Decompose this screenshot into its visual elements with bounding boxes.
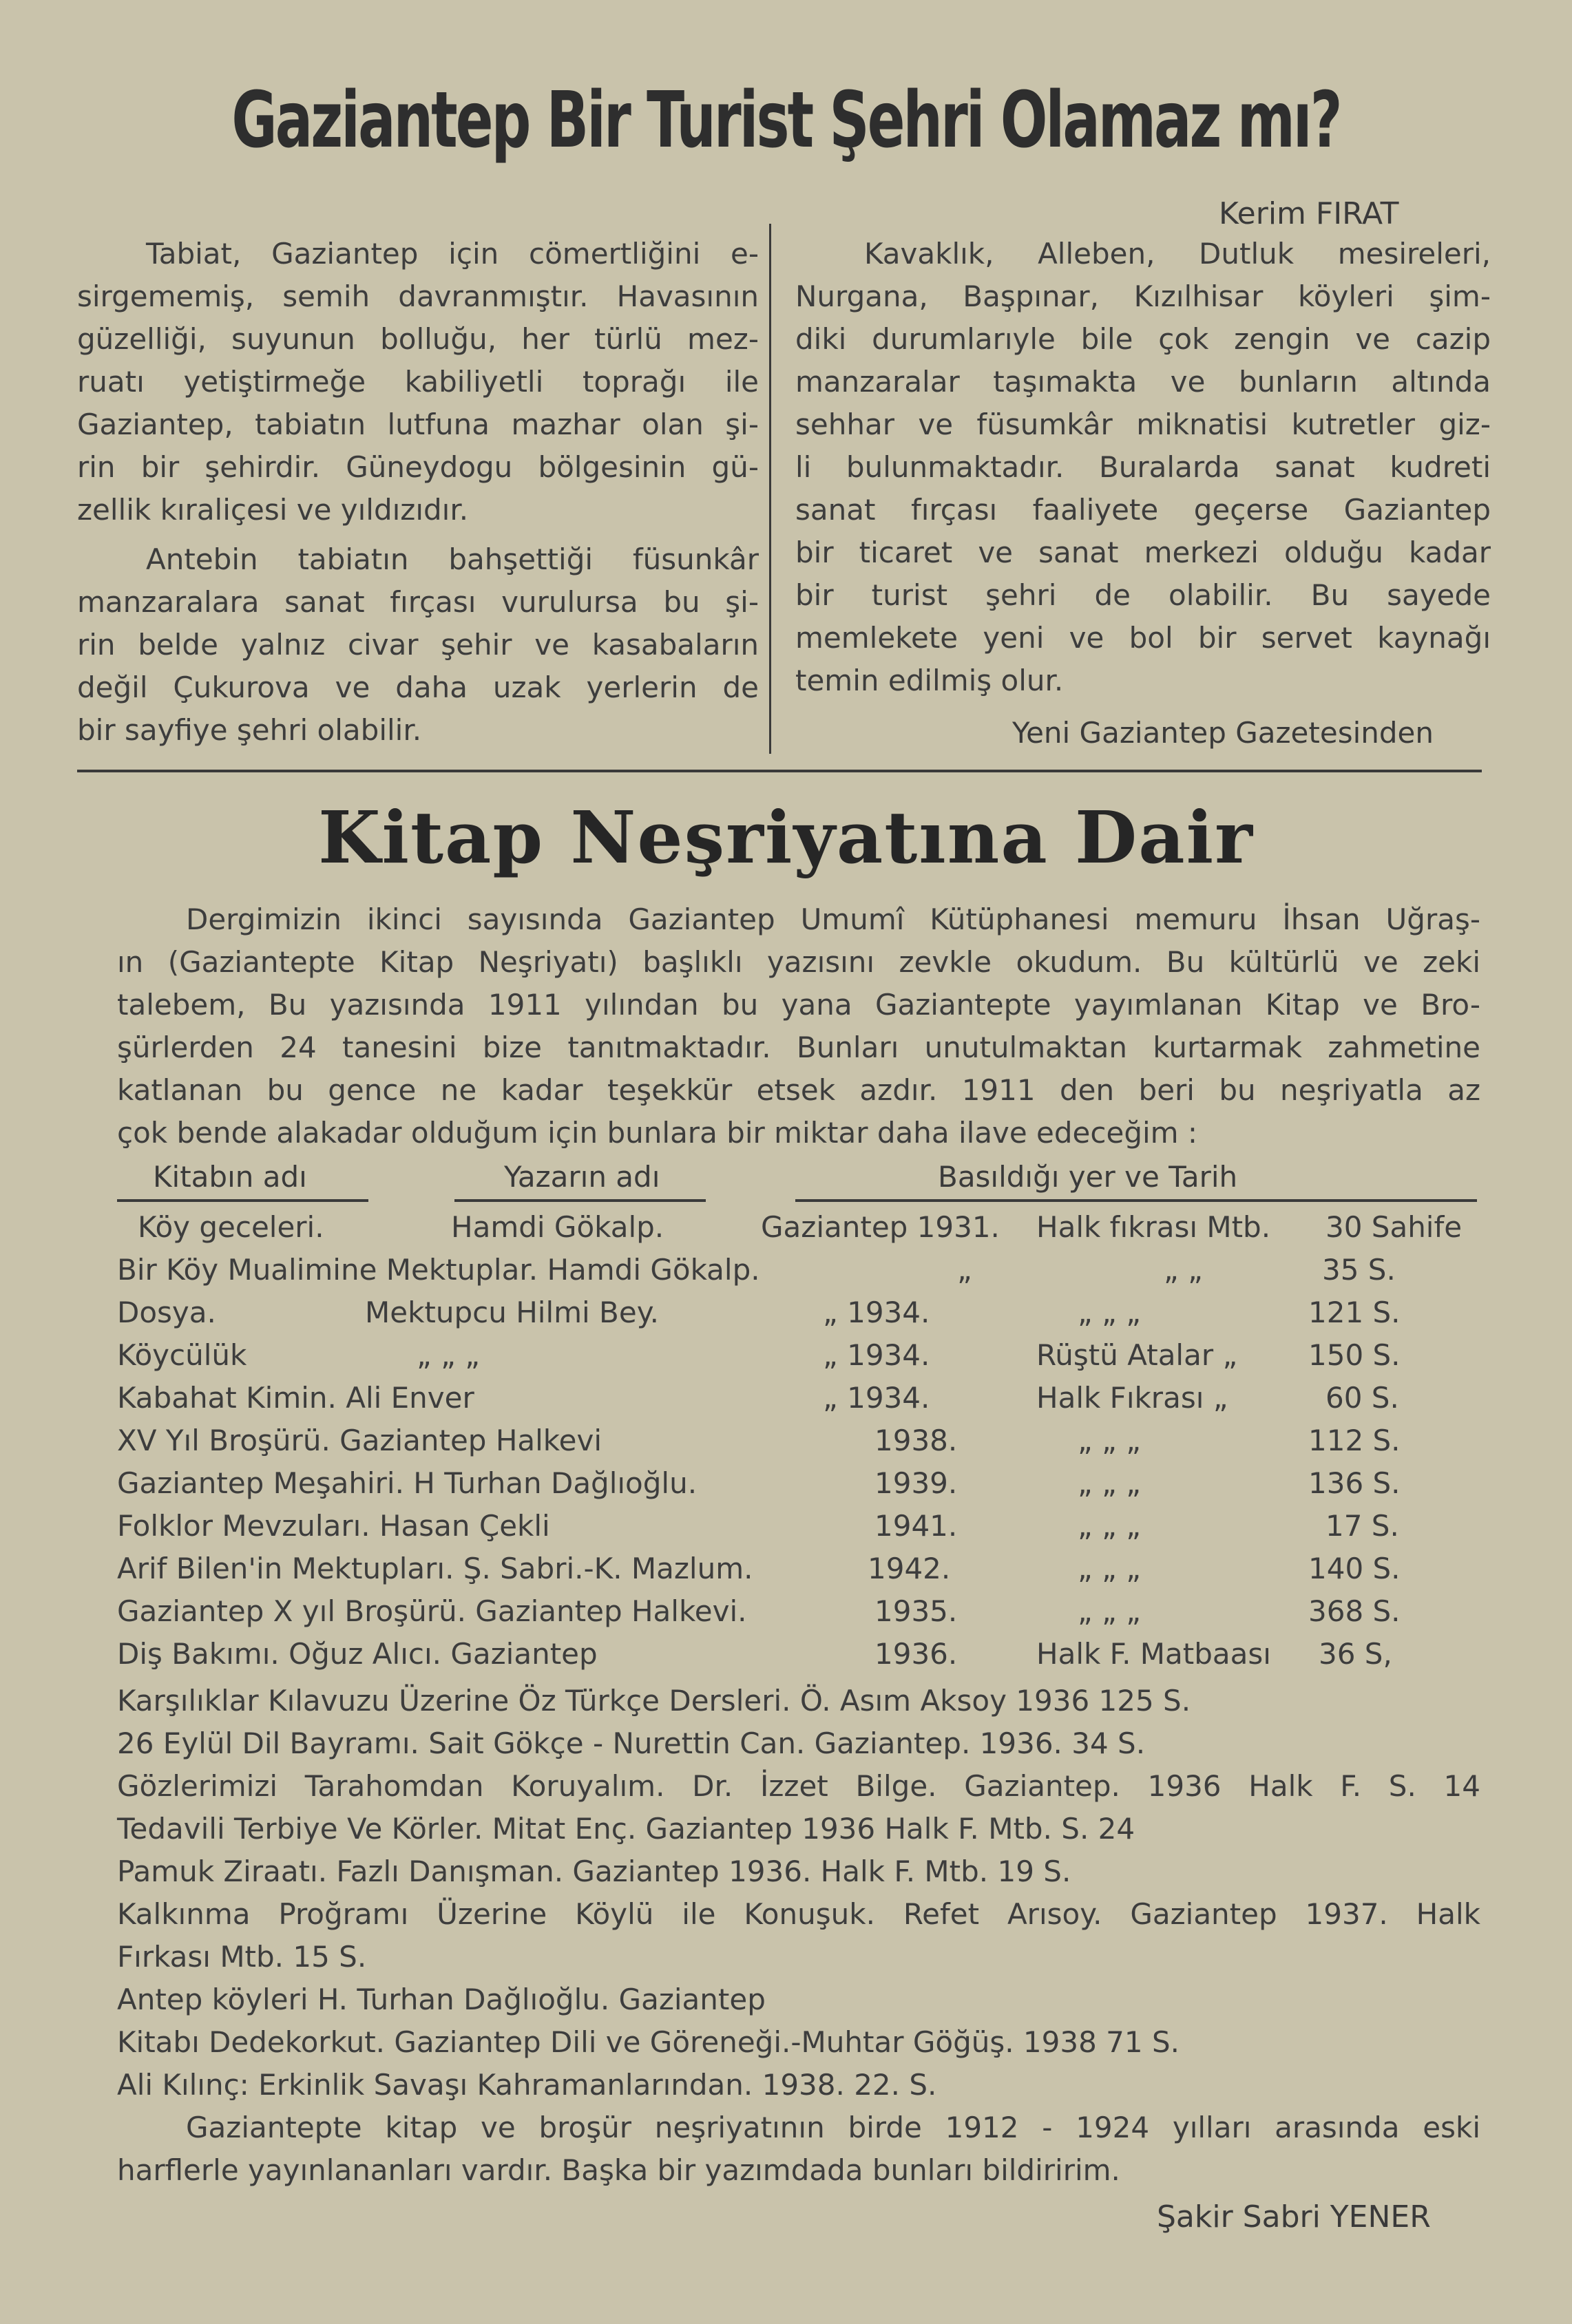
text-line: Antebin tabiatın bahşettiği füsunkâr xyxy=(146,542,759,576)
pages-cell: 136 S. xyxy=(1308,1466,1401,1500)
column-header-author: Yazarın adı xyxy=(504,1160,660,1194)
text-line: bir turist şehri de olabilir. Bu sayede xyxy=(795,578,1491,612)
text-line: Nurgana, Başpınar, Kızılhisar köyleri şim- xyxy=(795,279,1491,313)
signature: Şakir Sabri YENER xyxy=(1157,2199,1431,2235)
book-title-cell: Köycülük xyxy=(117,1338,247,1372)
pages-cell: 60 S. xyxy=(1325,1381,1399,1415)
article-author: Kerim FIRAT xyxy=(1219,196,1399,231)
place-cell: „ xyxy=(957,1253,972,1287)
table-row xyxy=(117,1552,1494,1594)
book-title-cell: Gaziantep Meşahiri. H Turhan Dağlıoğlu. xyxy=(117,1466,698,1500)
pages-cell: 36 S, xyxy=(1319,1637,1392,1671)
list-item: Kalkınma Proğramı Üzerine Köylü ile Konuşuk. Refet Arısoy. Gaziantep 1937. Halk xyxy=(117,1897,1480,1931)
list-item: Kitabı Dedekorkut. Gaziantep Dili ve Göreneği.-Muhtar Göğüş. 1938 71 S. xyxy=(117,2025,1180,2059)
text-line: Dergimizin ikinci sayısında Gaziantep Umumî Kütüphanesi memuru İhsan Uğraş- xyxy=(186,902,1480,936)
table-row xyxy=(117,1381,1494,1424)
table-row xyxy=(117,1253,1494,1296)
place-cell: 1941. xyxy=(874,1509,958,1543)
author-cell: „ „ „ xyxy=(417,1338,480,1372)
column-divider xyxy=(769,224,771,754)
press-cell: Halk Fıkrası „ xyxy=(1036,1381,1228,1415)
press-cell: „ „ xyxy=(1164,1253,1203,1287)
book-title-cell: Dosya. xyxy=(117,1296,216,1329)
pages-cell: 368 S. xyxy=(1308,1594,1401,1628)
book-title-cell: Bir Köy Mualimine Mektuplar. Hamdi Gökalp. xyxy=(117,1253,760,1287)
press-cell: Rüştü Atalar „ xyxy=(1036,1338,1238,1372)
header-underline xyxy=(454,1199,706,1202)
place-cell: „ 1934. xyxy=(823,1381,930,1415)
list-item: Gözlerimizi Tarahomdan Koruyalım. Dr. İzzet Bilge. Gaziantep. 1936 Halk F. S. 14 xyxy=(117,1769,1480,1803)
list-item: 26 Eylül Dil Bayramı. Sait Gökçe - Nurettin Can. Gaziantep. 1936. 34 S. xyxy=(117,1726,1146,1760)
additional-list xyxy=(117,1680,1480,2192)
table-row xyxy=(117,1296,1494,1338)
book-title-cell: Folklor Mevzuları. Hasan Çekli xyxy=(117,1509,550,1543)
text-line: Tabiat, Gaziantep için cömertliğini e- xyxy=(146,237,759,271)
column-header-place: Basıldığı yer ve Tarih xyxy=(938,1160,1238,1194)
section-title: Kitap Neşriyatına Dair xyxy=(318,795,1254,880)
article-source: Yeni Gaziantep Gazetesinden xyxy=(1012,716,1434,750)
text-line: çok bende alakadar olduğum için bunlara bir miktar daha ilave edeceğim : xyxy=(117,1116,1198,1150)
text-line: li bulunmaktadır. Buralarda sanat kudreti xyxy=(795,450,1491,484)
text-line: sanat fırçası faaliyete geçerse Gaziantep xyxy=(795,493,1491,527)
header-underline xyxy=(795,1199,1477,1202)
press-cell: „ „ „ xyxy=(1078,1296,1141,1329)
text-line: rin bir şehirdir. Güneydogu bölgesinin gü- xyxy=(77,450,759,484)
book-title-cell: Arif Bilen'in Mektupları. Ş. Sabri.-K. Mazlum. xyxy=(117,1552,753,1585)
list-item: Antep köyleri H. Turhan Dağlıoğlu. Gaziantep xyxy=(117,1983,766,2016)
press-cell: „ „ „ xyxy=(1078,1466,1141,1500)
table-row xyxy=(117,1210,1494,1253)
book-title-cell: Gaziantep X yıl Broşürü. Gaziantep Halkevi. xyxy=(117,1594,747,1628)
press-cell: Halk fıkrası Mtb. xyxy=(1036,1210,1271,1244)
place-cell: 1935. xyxy=(874,1594,958,1628)
place-cell: 1936. xyxy=(874,1637,958,1671)
text-line: bir sayfiye şehri olabilir. xyxy=(77,713,422,747)
text-line: Kavaklık, Alleben, Dutluk mesireleri, xyxy=(864,237,1491,271)
text-line: katlanan bu gence ne kadar teşekkür etsek azdır. 1911 den beri bu neşriyatla az xyxy=(117,1073,1480,1107)
left-column xyxy=(77,233,759,752)
text-line: bir ticaret ve sanat merkezi olduğu kadar xyxy=(795,536,1491,569)
pages-cell: 150 S. xyxy=(1308,1338,1401,1372)
pages-cell: 112 S. xyxy=(1308,1424,1401,1457)
author-cell: Mektupcu Hilmi Bey. xyxy=(365,1296,659,1329)
text-line: rin belde yalnız civar şehir ve kasabaların xyxy=(77,628,759,662)
text-line: zellik kıraliçesi ve yıldızıdır. xyxy=(77,493,469,527)
list-item: Karşılıklar Kılavuzu Üzerine Öz Türkçe Dersleri. Ö. Asım Aksoy 1936 125 S. xyxy=(117,1684,1191,1718)
press-cell: „ „ „ xyxy=(1078,1424,1141,1457)
header-underline xyxy=(117,1199,368,1202)
pages-cell: 30 Sahife xyxy=(1325,1210,1463,1244)
press-cell: „ „ „ xyxy=(1078,1594,1141,1628)
place-cell: „ 1934. xyxy=(823,1338,930,1372)
book-title-cell: XV Yıl Broşürü. Gaziantep Halkevi xyxy=(117,1424,602,1457)
place-cell: „ 1934. xyxy=(823,1296,930,1329)
closing-line: harflerle yayınlananları vardır. Başka bir yazımdada bunları bildiririm. xyxy=(117,2153,1120,2187)
author-cell: Hamdi Gökalp. xyxy=(451,1210,664,1244)
press-cell: Halk F. Matbaası xyxy=(1036,1637,1271,1671)
pages-cell: 17 S. xyxy=(1325,1509,1399,1543)
pages-cell: 35 S. xyxy=(1322,1253,1396,1287)
place-cell: Gaziantep 1931. xyxy=(761,1210,1000,1244)
text-line: güzelliği, suyunun bolluğu, her türlü mez- xyxy=(77,322,759,356)
section-divider xyxy=(77,770,1482,772)
book-title-cell: Diş Bakımı. Oğuz Alıcı. Gaziantep xyxy=(117,1637,598,1671)
list-item: Pamuk Ziraatı. Fazlı Danışman. Gaziantep 1936. Halk F. Mtb. 19 S. xyxy=(117,1855,1071,1888)
list-item: Fırkası Mtb. 15 S. xyxy=(117,1940,367,1974)
table-row xyxy=(117,1594,1494,1637)
text-line: Gaziantep, tabiatın lutfuna mazhar olan şi- xyxy=(77,408,759,441)
press-cell: „ „ „ xyxy=(1078,1552,1141,1585)
text-line: ın (Gaziantepte Kitap Neşriyatı) başlıklı yazısını zevkle okudum. Bu kültürlü ve zeki xyxy=(117,945,1480,979)
text-line: talebem, Bu yazısında 1911 yılından bu yana Gaziantepte yayımlanan Kitap ve Bro- xyxy=(117,988,1480,1022)
intro-paragraph xyxy=(117,898,1480,1154)
text-line: sirgememiş, semih davranmıştır. Havasının xyxy=(77,279,759,313)
text-line: ruatı yetiştirmeğe kabiliyetli toprağı ile xyxy=(77,365,759,399)
list-item: Tedavili Terbiye Ve Körler. Mitat Enç. Gaziantep 1936 Halk F. Mtb. S. 24 xyxy=(117,1812,1135,1846)
text-line: manzaralar taşımakta ve bunların altında xyxy=(795,365,1491,399)
book-title-cell: Köy geceleri. xyxy=(138,1210,324,1244)
place-cell: 1938. xyxy=(874,1424,958,1457)
table-row xyxy=(117,1509,1494,1552)
place-cell: 1942. xyxy=(868,1552,951,1585)
table-row xyxy=(117,1424,1494,1466)
table-row xyxy=(117,1466,1494,1509)
text-line: diki durumlarıyle bile çok zengin ve cazip xyxy=(795,322,1491,356)
table-row xyxy=(117,1637,1494,1680)
text-line: değil Çukurova ve daha uzak yerlerin de xyxy=(77,670,759,704)
column-header-book: Kitabın adı xyxy=(153,1160,307,1194)
closing-line: Gaziantepte kitap ve broşür neşriyatının birde 1912 - 1924 yılları arasında eski xyxy=(186,2111,1480,2144)
text-line: manzaralara sanat fırçası vurulursa bu şi- xyxy=(77,585,759,619)
text-line: sehhar ve füsumkâr miknatisi kutretler giz- xyxy=(795,408,1491,441)
book-table xyxy=(117,1210,1494,1680)
place-cell: 1939. xyxy=(874,1466,958,1500)
right-column xyxy=(795,233,1491,702)
press-cell: „ „ „ xyxy=(1078,1509,1141,1543)
article-title: Gaziantep Bir Turist Şehri Olamaz mı? xyxy=(231,76,1341,165)
pages-cell: 140 S. xyxy=(1308,1552,1401,1585)
pages-cell: 121 S. xyxy=(1308,1296,1401,1329)
list-item: Ali Kılınç: Erkinlik Savaşı Kahramanlarından. 1938. 22. S. xyxy=(117,2068,937,2102)
table-row xyxy=(117,1338,1494,1381)
text-line: şürlerden 24 tanesini bize tanıtmaktadır. Bunları unutulmaktan kurtarmak zahmetine xyxy=(117,1031,1480,1064)
text-line: temin edilmiş olur. xyxy=(795,664,1064,697)
text-line: memlekete yeni ve bol bir servet kaynağı xyxy=(795,621,1491,655)
book-title-cell: Kabahat Kimin. Ali Enver xyxy=(117,1381,474,1415)
